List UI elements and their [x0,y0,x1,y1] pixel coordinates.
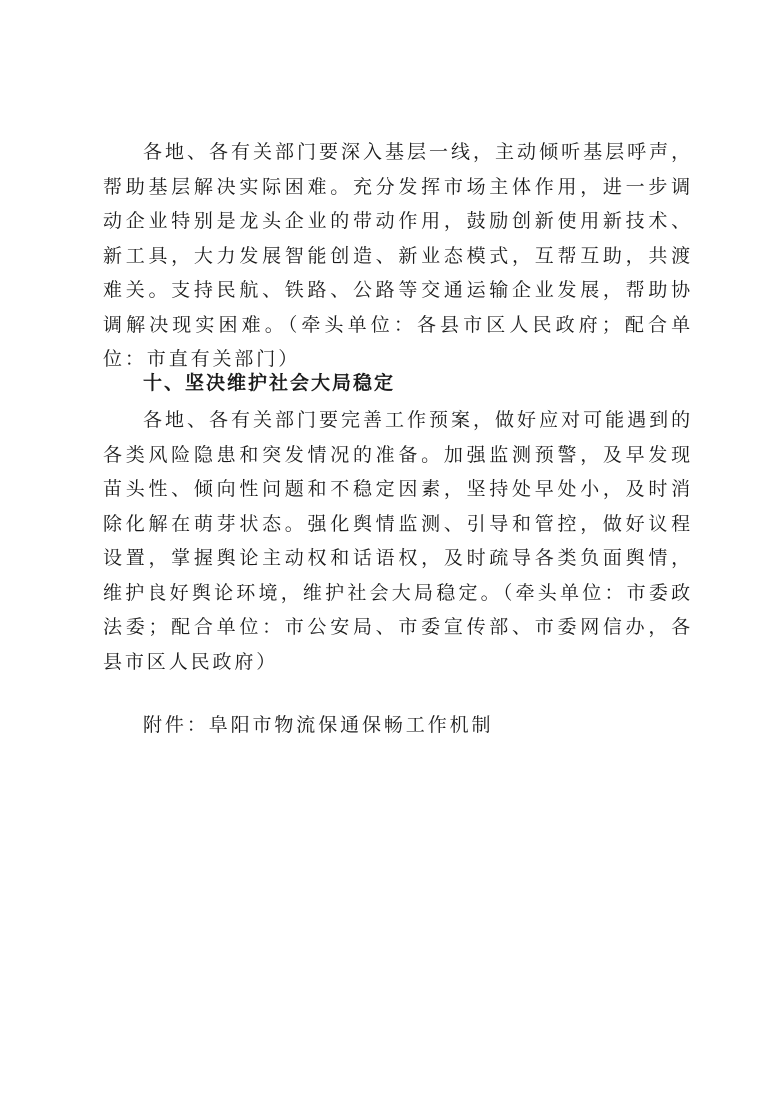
body-paragraph-social-stability: 各地、各有关部门要完善工作预案，做好应对可能遇到的各类风险隐患和突发情况的准备。加强监测预警，及早发现苗头性、倾向性问题和不稳定因素，坚持处早处小，及时消除化解在萌芽状态。强化舆情监测、引导和管控，做好议程设置，掌握舆论主动权和话语权，及时疏导各类负面舆情，维护良好舆论环境，维护社会大局稳定。（牵头单位：市委政法委；配合单位：市公安局、市委宣传部、市委网信办，各县市区人民政府） [103,409,693,673]
section-heading-10: 十、坚决维护社会大局稳定 [143,372,396,394]
body-paragraph-support-enterprises: 各地、各有关部门要深入基层一线，主动倾听基层呼声，帮助基层解决实际困难。充分发挥市场主体作用，进一步调动企业特别是龙头企业的带动作用，鼓励创新使用新技术、新工具，大力发展智能创造、新业态模式，互帮互助，共渡难关。支持民航、铁路、公路等交通运输企业发展，帮助协调解决现实困难。（牵头单位：各县市区人民政府；配合单位：市直有关部门） [103,141,693,370]
attachment-line: 附件：阜阳市物流保通保畅工作机制 [143,714,494,736]
